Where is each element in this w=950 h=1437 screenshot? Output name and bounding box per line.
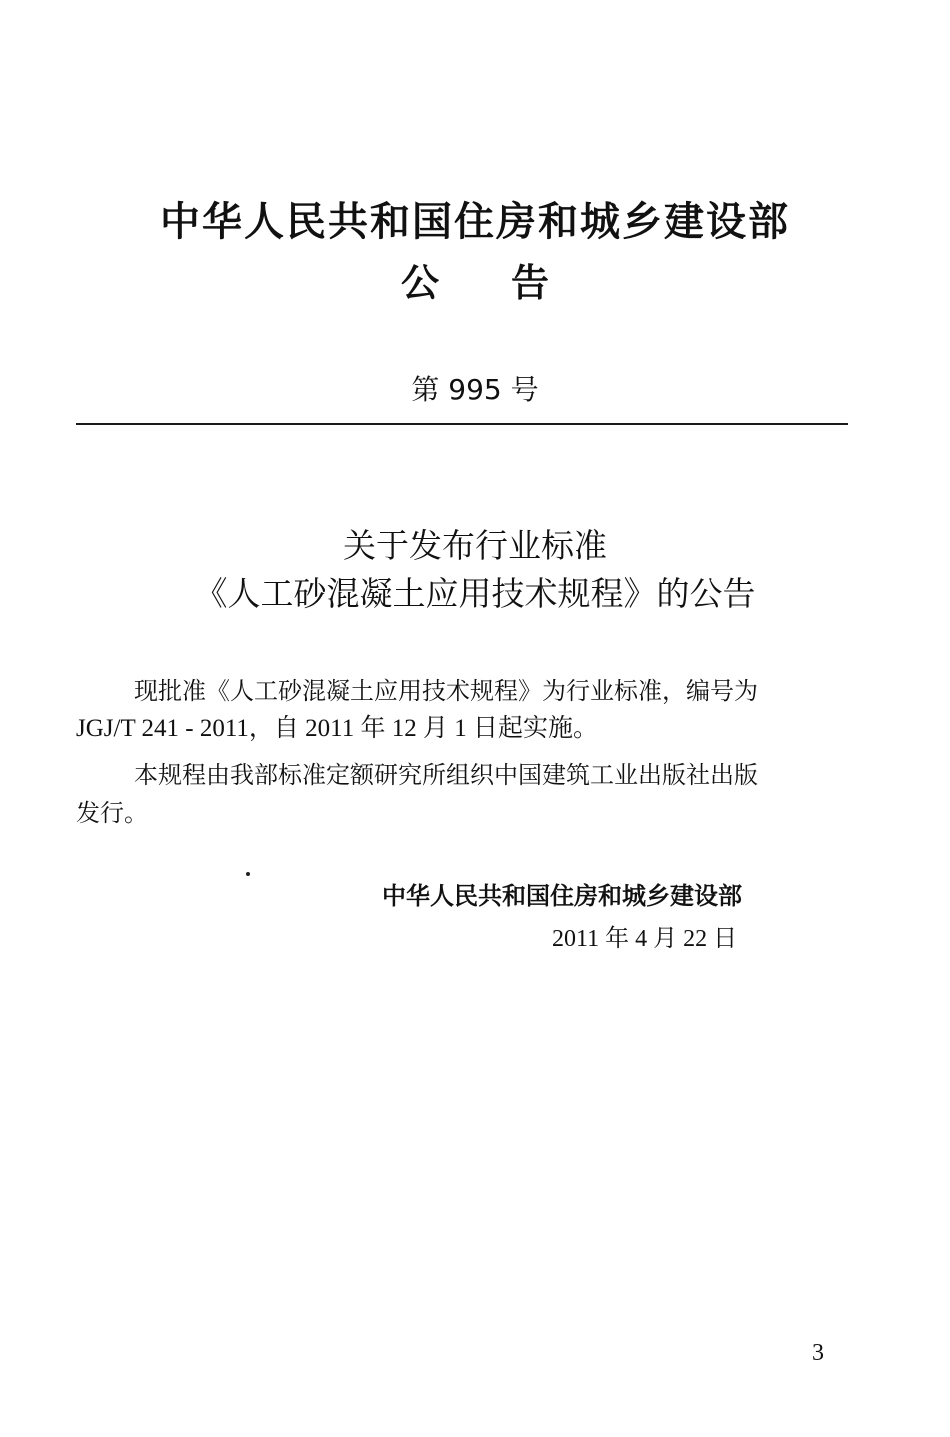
- signature-organization: 中华人民共和国住房和城乡建设部: [382, 882, 742, 910]
- page-number: 3: [812, 1340, 824, 1366]
- signature-date: 2011 年 4 月 22 日: [552, 926, 738, 952]
- notice-label: 公告: [400, 261, 621, 305]
- notice-title-line-2: 《人工砂混凝土应用技术规程》的公告: [194, 574, 756, 613]
- notice-title-line-1: 关于发布行业标准: [343, 526, 607, 565]
- body-paragraph-2-line-1: 本规程由我部标准定额研究所组织中国建筑工业出版社出版: [134, 761, 758, 789]
- stray-dot: [246, 872, 250, 876]
- body-paragraph-1-line-2: JGJ/T 241 - 2011，自 2011 年 12 月 1 日起实施。: [76, 715, 598, 742]
- header-divider: [76, 423, 848, 425]
- issuing-authority: 中华人民共和国住房和城乡建设部: [160, 199, 790, 245]
- notice-number: 第 995 号: [411, 373, 539, 406]
- body-paragraph-1-line-1: 现批准《人工砂混凝土应用技术规程》为行业标准，编号为: [134, 677, 758, 705]
- body-paragraph-2-line-2: 发行。: [76, 799, 148, 827]
